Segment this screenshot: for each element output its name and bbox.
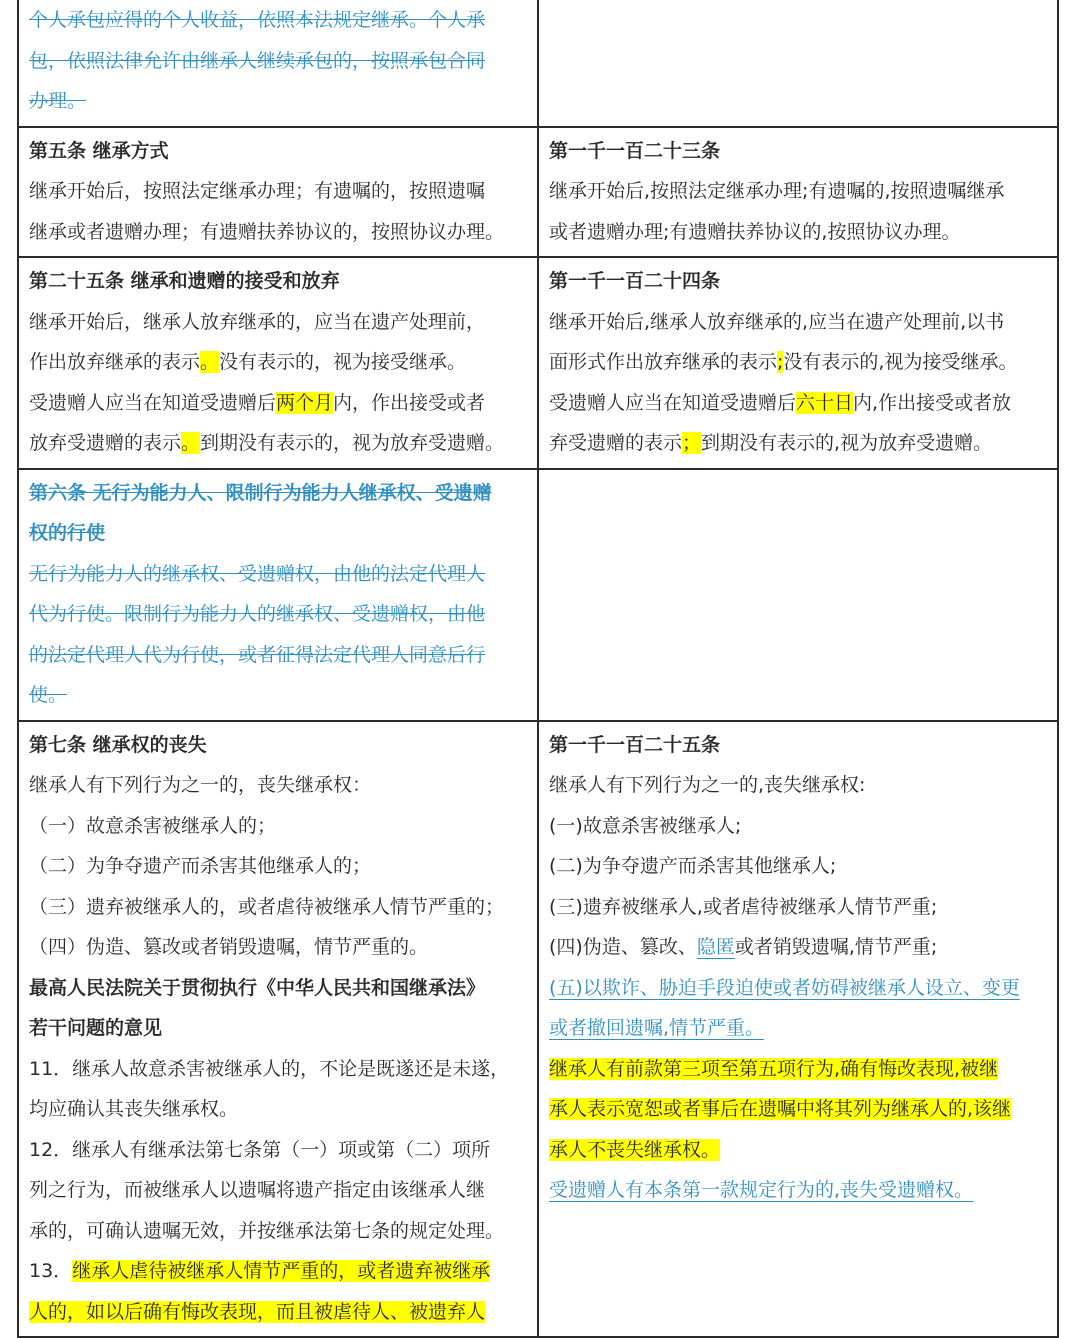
text-segment: (一)故意杀害被继承人; — [549, 814, 742, 837]
text-segment: 继承人有下列行为之一的，丧失继承权： — [29, 774, 372, 796]
text-segment: 列之行为，而被继承人以遗嘱将遗产指定由该继承人继 — [29, 1179, 486, 1201]
text-segment: (五)以欺诈、胁迫手段迫使或者妨碍被继承人设立、变更 — [549, 976, 1020, 999]
text-line — [29, 513, 529, 554]
text-line — [29, 725, 529, 766]
table-row — [18, 257, 1058, 469]
text-segment: 继承人有前款第三项至第五项行为,确有悔改表现,被继 — [549, 1057, 999, 1080]
text-segment: 到期没有表示的,视为放弃受遗赠。 — [701, 432, 993, 454]
text-segment: 。 — [200, 351, 220, 373]
text-line — [549, 302, 1049, 343]
text-segment: 11．继承人故意杀害被继承人的，不论是既遂还是未遂， — [29, 1057, 510, 1080]
text-line — [29, 554, 529, 595]
text-segment: 均应确认其丧失继承权。 — [29, 1098, 239, 1120]
text-segment: 受遗赠人应当在知道受遗赠后 — [549, 391, 797, 414]
text-segment: 继承开始后,继承人放弃继承的,应当在遗产处理前,以书 — [549, 310, 1005, 333]
text-line — [29, 1170, 529, 1211]
new-law-cell — [538, 0, 1058, 127]
text-segment: 内,作出接受或者放 — [853, 391, 1012, 414]
text-line — [29, 171, 529, 212]
text-line — [549, 927, 1049, 968]
text-line — [29, 1251, 529, 1292]
table-row — [18, 469, 1058, 721]
new-law-cell — [538, 127, 1058, 258]
text-segment: 作出放弃继承的表示 — [29, 351, 201, 373]
table-body — [18, 0, 1058, 1337]
text-line — [29, 212, 529, 253]
text-segment: 的法定代理人代为行使，或者征得法定代理人同意后行 — [29, 643, 486, 666]
text-segment: 权的行使 — [29, 522, 106, 544]
text-line — [29, 383, 529, 424]
text-segment: 没有表示的，视为接受继承。 — [219, 351, 467, 373]
text-line — [29, 887, 529, 928]
text-line — [549, 171, 1049, 212]
text-segment: ; — [777, 351, 784, 373]
text-segment: 无行为能力人的继承权、受遗赠权，由他的法定代理人 — [29, 562, 486, 585]
new-law-cell — [538, 721, 1058, 1338]
text-line — [549, 846, 1049, 887]
text-segment: 承人不丧失继承权。 — [549, 1138, 721, 1161]
text-segment: 继承人虐待被继承人情节严重的，或者遗弃被继承 — [72, 1260, 491, 1282]
text-segment: 第一千一百二十四条 — [549, 270, 721, 292]
old-law-cell — [18, 127, 538, 258]
text-segment: 使。 — [29, 684, 68, 706]
text-segment: 。 — [181, 432, 201, 454]
text-segment: 继承开始后，按照法定继承办理；有遗嘱的，按照遗嘱 — [29, 180, 486, 202]
text-line — [29, 968, 529, 1009]
text-segment: （三）遗弃被继承人的，或者虐待被继承人情节严重的； — [29, 895, 505, 918]
text-segment: 或者遗赠办理;有遗赠扶养协议的,按照协议办理。 — [549, 220, 961, 243]
old-law-cell — [18, 469, 538, 721]
text-line — [29, 423, 529, 464]
text-line — [549, 765, 1049, 806]
text-segment: 六十日 — [796, 391, 854, 414]
text-segment: (三)遗弃被继承人,或者虐待被继承人情节严重; — [549, 895, 938, 918]
text-line — [549, 261, 1049, 302]
text-segment: 个人承包应得的个人收益，依照本法规定继承。个人承 — [29, 9, 486, 31]
text-line — [549, 1089, 1049, 1130]
text-segment: 12．继承人有继承法第七条第（一）项或第（二）项所 — [29, 1138, 491, 1161]
table-row — [18, 721, 1058, 1338]
text-line — [29, 131, 529, 172]
text-line — [29, 473, 529, 514]
text-segment: (二)为争夺遗产而杀害其他继承人; — [549, 855, 837, 877]
text-line — [29, 1008, 529, 1049]
text-segment: (四)伪造、篡改、 — [549, 936, 697, 958]
text-line — [29, 0, 529, 41]
text-line — [29, 342, 529, 383]
text-line — [549, 1008, 1049, 1049]
text-line — [29, 594, 529, 635]
text-segment: 第一千一百二十五条 — [549, 733, 721, 756]
text-line — [29, 1292, 529, 1333]
text-segment: ； — [682, 432, 702, 454]
text-line — [549, 212, 1049, 253]
text-segment: （一）故意杀害被继承人的； — [29, 814, 277, 837]
text-segment: 第六条 无行为能力人、限制行为能力人继承权、受遗赠 — [29, 481, 492, 504]
text-segment: 第五条 继承方式 — [29, 139, 169, 162]
old-law-cell — [18, 721, 538, 1338]
text-line — [29, 1049, 529, 1090]
text-line — [549, 1049, 1049, 1090]
text-line — [29, 635, 529, 676]
table-row — [18, 127, 1058, 258]
text-line — [29, 81, 529, 122]
text-line — [29, 806, 529, 847]
text-line — [29, 41, 529, 82]
text-line — [549, 423, 1049, 464]
text-line — [29, 675, 529, 716]
text-line — [29, 302, 529, 343]
text-segment: 第二十五条 继承和遗赠的接受和放弃 — [29, 270, 340, 292]
text-line — [29, 1130, 529, 1171]
text-segment: 两个月 — [276, 391, 334, 414]
text-segment: 或者撤回遗嘱,情节严重。 — [549, 1017, 765, 1039]
text-segment: 受遗赠人有本条第一款规定行为的,丧失受遗赠权。 — [549, 1179, 974, 1201]
text-segment: 内，作出接受或者 — [333, 391, 486, 414]
text-segment: 到期没有表示的，视为放弃受遗赠。 — [200, 432, 505, 454]
text-line — [549, 1170, 1049, 1211]
text-line — [549, 131, 1049, 172]
text-segment: 承的，可确认遗嘱无效，并按继承法第七条的规定处理。 — [29, 1219, 505, 1242]
text-segment: 第一千一百二十三条 — [549, 139, 721, 162]
text-segment: 放弃受遗赠的表示 — [29, 432, 182, 454]
text-segment: 继承人有下列行为之一的,丧失继承权: — [549, 774, 866, 796]
text-line — [29, 1089, 529, 1130]
text-line — [29, 1211, 529, 1252]
text-segment: 办理。 — [29, 90, 87, 112]
text-line — [29, 927, 529, 968]
text-segment: 没有表示的,视为接受继承。 — [783, 351, 1018, 373]
text-segment: 包，依照法律允许由继承人继续承包的，按照承包合同 — [29, 49, 486, 72]
new-law-cell — [538, 469, 1058, 721]
text-line — [549, 1130, 1049, 1171]
text-line — [29, 261, 529, 302]
new-law-cell — [538, 257, 1058, 469]
text-segment: 继承或者遗赠办理；有遗赠扶养协议的，按照协议办理。 — [29, 220, 505, 243]
text-segment: 代为行使。限制行为能力人的继承权、受遗赠权，由他 — [29, 603, 486, 625]
text-line — [29, 765, 529, 806]
text-line — [549, 806, 1049, 847]
comparison-table — [17, 0, 1059, 1338]
text-line — [29, 846, 529, 887]
old-law-cell — [18, 257, 538, 469]
text-segment: 继承开始后,按照法定继承办理;有遗嘱的,按照遗嘱继承 — [549, 180, 1005, 202]
text-segment: 最高人民法院关于贯彻执行《中华人民共和国继承法》 — [29, 976, 486, 999]
text-segment: 隐匿 — [696, 936, 735, 958]
text-segment: 或者销毁遗嘱,情节严重; — [734, 936, 938, 958]
text-segment: （四）伪造、篡改或者销毁遗嘱，情节严重的。 — [29, 936, 429, 958]
text-segment: 第七条 继承权的丧失 — [29, 733, 207, 756]
text-segment: 面形式作出放弃继承的表示 — [549, 351, 778, 373]
text-line — [549, 887, 1049, 928]
text-segment: 承人表示宽恕或者事后在遗嘱中将其列为继承人的,该继 — [549, 1098, 1012, 1120]
text-segment: 继承开始后，继承人放弃继承的，应当在遗产处理前， — [29, 310, 486, 333]
text-line — [549, 725, 1049, 766]
old-law-cell — [18, 0, 538, 127]
text-segment: 受遗赠人应当在知道受遗赠后 — [29, 391, 277, 414]
text-segment: 13． — [29, 1260, 73, 1282]
text-segment: 人的，如以后确有悔改表现，而且被虐待人、被遗弃人 — [29, 1300, 486, 1323]
text-segment: 弃受遗赠的表示 — [549, 432, 683, 454]
text-segment: （二）为争夺遗产而杀害其他继承人的； — [29, 855, 372, 877]
table-row — [18, 0, 1058, 127]
text-line — [549, 342, 1049, 383]
text-line — [549, 968, 1049, 1009]
text-line — [549, 383, 1049, 424]
text-segment: 若干问题的意见 — [29, 1017, 163, 1039]
